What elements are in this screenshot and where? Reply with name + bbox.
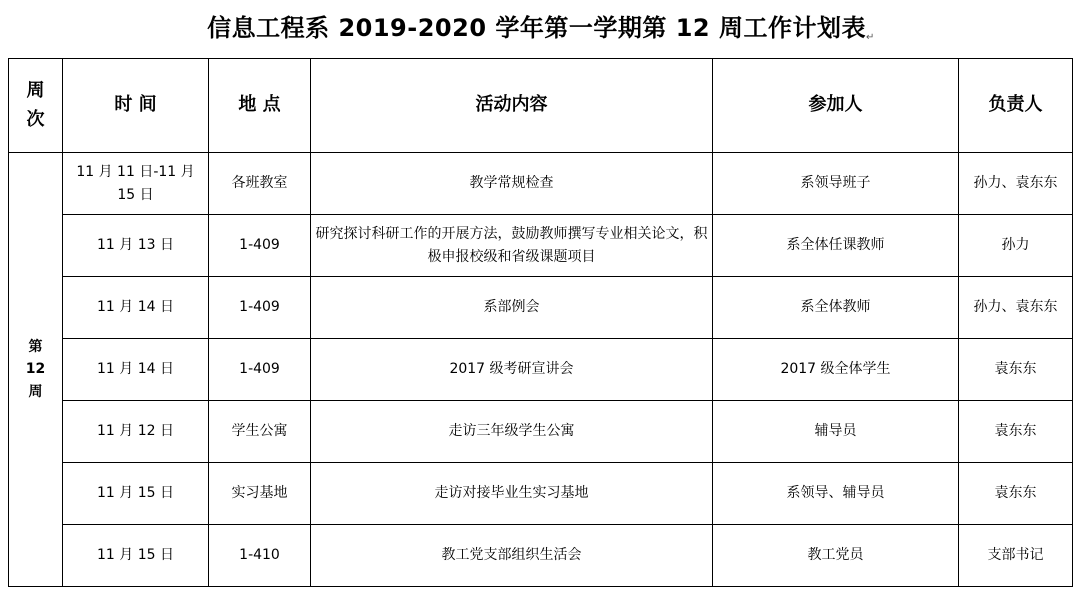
header-week-line1: 周 xyxy=(26,79,45,101)
header-week-line2: 次 xyxy=(26,108,45,130)
place-cell: 1-410 xyxy=(209,525,311,587)
week-label-line3: 周 xyxy=(28,383,43,400)
activity-cell: 教工党支部组织生活会 xyxy=(311,525,713,587)
time-cell: 11 月 14 日 xyxy=(63,339,209,401)
place-cell: 1-409 xyxy=(209,277,311,339)
owner-cell: 袁东东 xyxy=(959,401,1073,463)
owner-cell: 孙力 xyxy=(959,215,1073,277)
activity-cell: 走访对接毕业生实习基地 xyxy=(311,463,713,525)
table-row xyxy=(9,463,1073,525)
place-cell: 各班教室 xyxy=(209,153,311,215)
page-title xyxy=(0,8,1082,43)
week-label-line1: 第 xyxy=(28,338,43,355)
owner-cell: 袁东东 xyxy=(959,463,1073,525)
header-place: 地 点 xyxy=(209,59,311,153)
place-cell: 1-409 xyxy=(209,339,311,401)
activity-cell: 系部例会 xyxy=(311,277,713,339)
time-cell: 11 月 11 日-11 月 15 日 xyxy=(63,153,209,215)
table-row xyxy=(9,525,1073,587)
owner-cell: 孙力、袁东东 xyxy=(959,153,1073,215)
participants-cell: 系领导班子 xyxy=(713,153,959,215)
table-row xyxy=(9,277,1073,339)
table-row xyxy=(9,215,1073,277)
time-cell: 11 月 15 日 xyxy=(63,463,209,525)
time-cell: 11 月 13 日 xyxy=(63,215,209,277)
paragraph-mark-icon: ↵ xyxy=(865,32,875,43)
header-row xyxy=(9,59,1073,153)
participants-cell: 系全体任课教师 xyxy=(713,215,959,277)
week-label-line2: 12 xyxy=(25,361,46,378)
header-activity: 活动内容 xyxy=(311,59,713,153)
participants-cell: 教工党员 xyxy=(713,525,959,587)
activity-cell: 2017 级考研宣讲会 xyxy=(311,339,713,401)
time-cell: 11 月 12 日 xyxy=(63,401,209,463)
header-week xyxy=(9,59,63,153)
header-participants: 参加人 xyxy=(713,59,959,153)
header-time: 时 间 xyxy=(63,59,209,153)
table-row xyxy=(9,339,1073,401)
activity-cell: 研究探讨科研工作的开展方法，鼓励教师撰写专业相关论文，积极申报校级和省级课题项目 xyxy=(311,215,713,277)
owner-cell: 孙力、袁东东 xyxy=(959,277,1073,339)
participants-cell: 系全体教师 xyxy=(713,277,959,339)
participants-cell: 2017 级全体学生 xyxy=(713,339,959,401)
title-text: 信息工程系 2019-2020 学年第一学期第 12 周工作计划表 xyxy=(207,14,866,42)
owner-cell: 支部书记 xyxy=(959,525,1073,587)
participants-cell: 辅导员 xyxy=(713,401,959,463)
week-number-cell xyxy=(9,153,63,587)
participants-cell: 系领导、辅导员 xyxy=(713,463,959,525)
owner-cell: 袁东东 xyxy=(959,339,1073,401)
table-row xyxy=(9,153,1073,215)
place-cell: 1-409 xyxy=(209,215,311,277)
table-row xyxy=(9,401,1073,463)
activity-cell: 教学常规检查 xyxy=(311,153,713,215)
time-cell: 11 月 14 日 xyxy=(63,277,209,339)
place-cell: 学生公寓 xyxy=(209,401,311,463)
time-cell: 11 月 15 日 xyxy=(63,525,209,587)
place-cell: 实习基地 xyxy=(209,463,311,525)
header-owner: 负责人 xyxy=(959,59,1073,153)
work-plan-table xyxy=(8,58,1073,587)
activity-cell: 走访三年级学生公寓 xyxy=(311,401,713,463)
